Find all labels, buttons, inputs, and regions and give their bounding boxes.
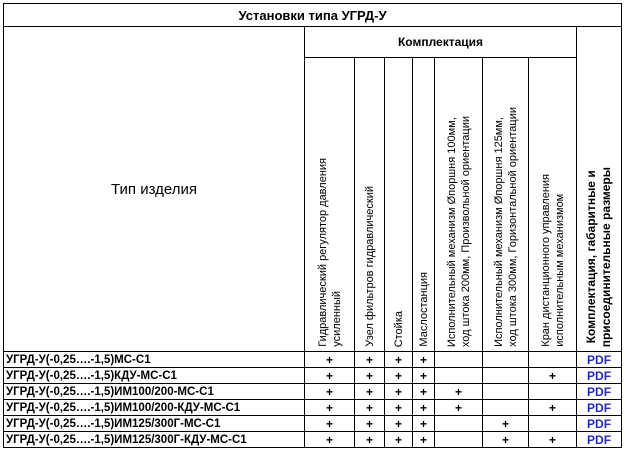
komplektaciya-header: Комплектация (305, 27, 577, 58)
component-mark: + (435, 384, 483, 400)
component-mark (435, 432, 483, 448)
pdf-link[interactable]: PDF (577, 384, 622, 400)
component-mark: + (385, 432, 413, 448)
component-mark: + (305, 384, 355, 400)
component-mark: + (435, 400, 483, 416)
component-mark (483, 384, 529, 400)
product-name: УГРД-У(-0,25….-1,5)ИМ125/300Г-МС-С1 (4, 416, 305, 432)
product-name: УГРД-У(-0,25….-1,5)КДУ-МС-С1 (4, 368, 305, 384)
component-mark: + (529, 400, 577, 416)
product-name: УГРД-У(-0,25….-1,5)ИМ100/200-МС-С1 (4, 384, 305, 400)
component-mark (529, 352, 577, 368)
pdf-link[interactable]: PDF (577, 368, 622, 384)
table-row (4, 352, 622, 368)
component-mark: + (355, 368, 385, 384)
component-mark: + (355, 432, 385, 448)
component-mark: + (385, 352, 413, 368)
component-mark: + (355, 384, 385, 400)
dimensions-column-header: Комплектация, габаритные и присоединительные размеры (577, 27, 622, 352)
component-mark: + (413, 400, 435, 416)
component-mark: + (305, 400, 355, 416)
table-row (4, 416, 622, 432)
table-row (4, 384, 622, 400)
component-mark (435, 368, 483, 384)
component-column-header: Гидравлический регулятор давления усиленный (305, 58, 355, 352)
table-title: Установки типа УГРД-У (4, 4, 622, 27)
table-row (4, 400, 622, 416)
product-name: УГРД-У(-0,25….-1,5)ИМ125/300Г-КДУ-МС-С1 (4, 432, 305, 448)
pdf-link[interactable]: PDF (577, 432, 622, 448)
table-row (4, 432, 622, 448)
pdf-link[interactable]: PDF (577, 400, 622, 416)
product-name: УГРД-У(-0,25….-1,5)МС-С1 (4, 352, 305, 368)
component-mark (529, 416, 577, 432)
component-column-header: Кран дистанционного управления исполнительным механизмом (529, 58, 577, 352)
component-mark: + (413, 416, 435, 432)
component-mark: + (385, 368, 413, 384)
component-mark: + (413, 432, 435, 448)
component-mark: + (385, 400, 413, 416)
table-row (4, 368, 622, 384)
product-type-header: Тип изделия (4, 27, 305, 352)
component-column-header: Исполнительный механизм Øпоршня 100мм, ход штока 200мм, Произвольной ориентации (435, 58, 483, 352)
component-mark: + (305, 416, 355, 432)
pdf-link[interactable]: PDF (577, 352, 622, 368)
component-mark: + (529, 368, 577, 384)
component-mark (529, 384, 577, 400)
component-mark: + (355, 400, 385, 416)
component-mark (435, 352, 483, 368)
component-mark (483, 352, 529, 368)
pdf-link[interactable]: PDF (577, 416, 622, 432)
product-name: УГРД-У(-0,25….-1,5)ИМ100/200-КДУ-МС-С1 (4, 400, 305, 416)
component-mark: + (529, 432, 577, 448)
component-mark: + (305, 352, 355, 368)
component-mark: + (413, 352, 435, 368)
component-mark: + (385, 384, 413, 400)
component-mark (435, 416, 483, 432)
component-mark: + (413, 384, 435, 400)
component-mark: + (355, 352, 385, 368)
product-table (3, 3, 621, 448)
component-column-header: Стойка (385, 58, 413, 352)
component-mark: + (355, 416, 385, 432)
component-mark: + (305, 432, 355, 448)
component-mark: + (483, 416, 529, 432)
component-column-header: Исполнительный механизм Øпоршня 125мм, ход штока 300мм, Горизонтальной ориентации (483, 58, 529, 352)
component-column-header: Маслостанция (413, 58, 435, 352)
component-mark: + (305, 368, 355, 384)
component-mark (483, 400, 529, 416)
component-column-header: Узел фильтров гидравлический (355, 58, 385, 352)
component-mark: + (413, 368, 435, 384)
component-mark: + (385, 416, 413, 432)
component-mark (483, 368, 529, 384)
component-mark: + (483, 432, 529, 448)
